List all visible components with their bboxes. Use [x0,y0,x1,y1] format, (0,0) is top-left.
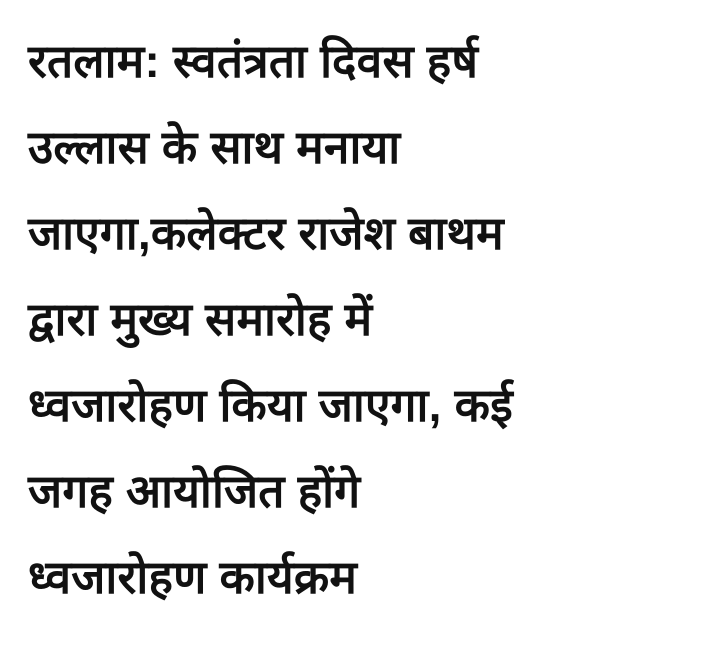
headline-line-6: जगह आयोजित होंगे [28,465,361,517]
headline-line-3: जाएगा,कलेक्टर राजेश बाथम [28,207,504,259]
headline-line-4: द्वारा मुख्य समारोह में [28,293,373,345]
headline-line-2: उल्लास के साथ मनाया [28,121,401,173]
headline-line-1: रतलाम: स्वतंत्रता दिवस हर्ष [28,35,479,87]
headline-line-5: ध्वजारोहण किया जाएगा, कई [28,379,513,431]
headline-line-7: ध्वजारोहण कार्यक्रम [28,551,358,603]
